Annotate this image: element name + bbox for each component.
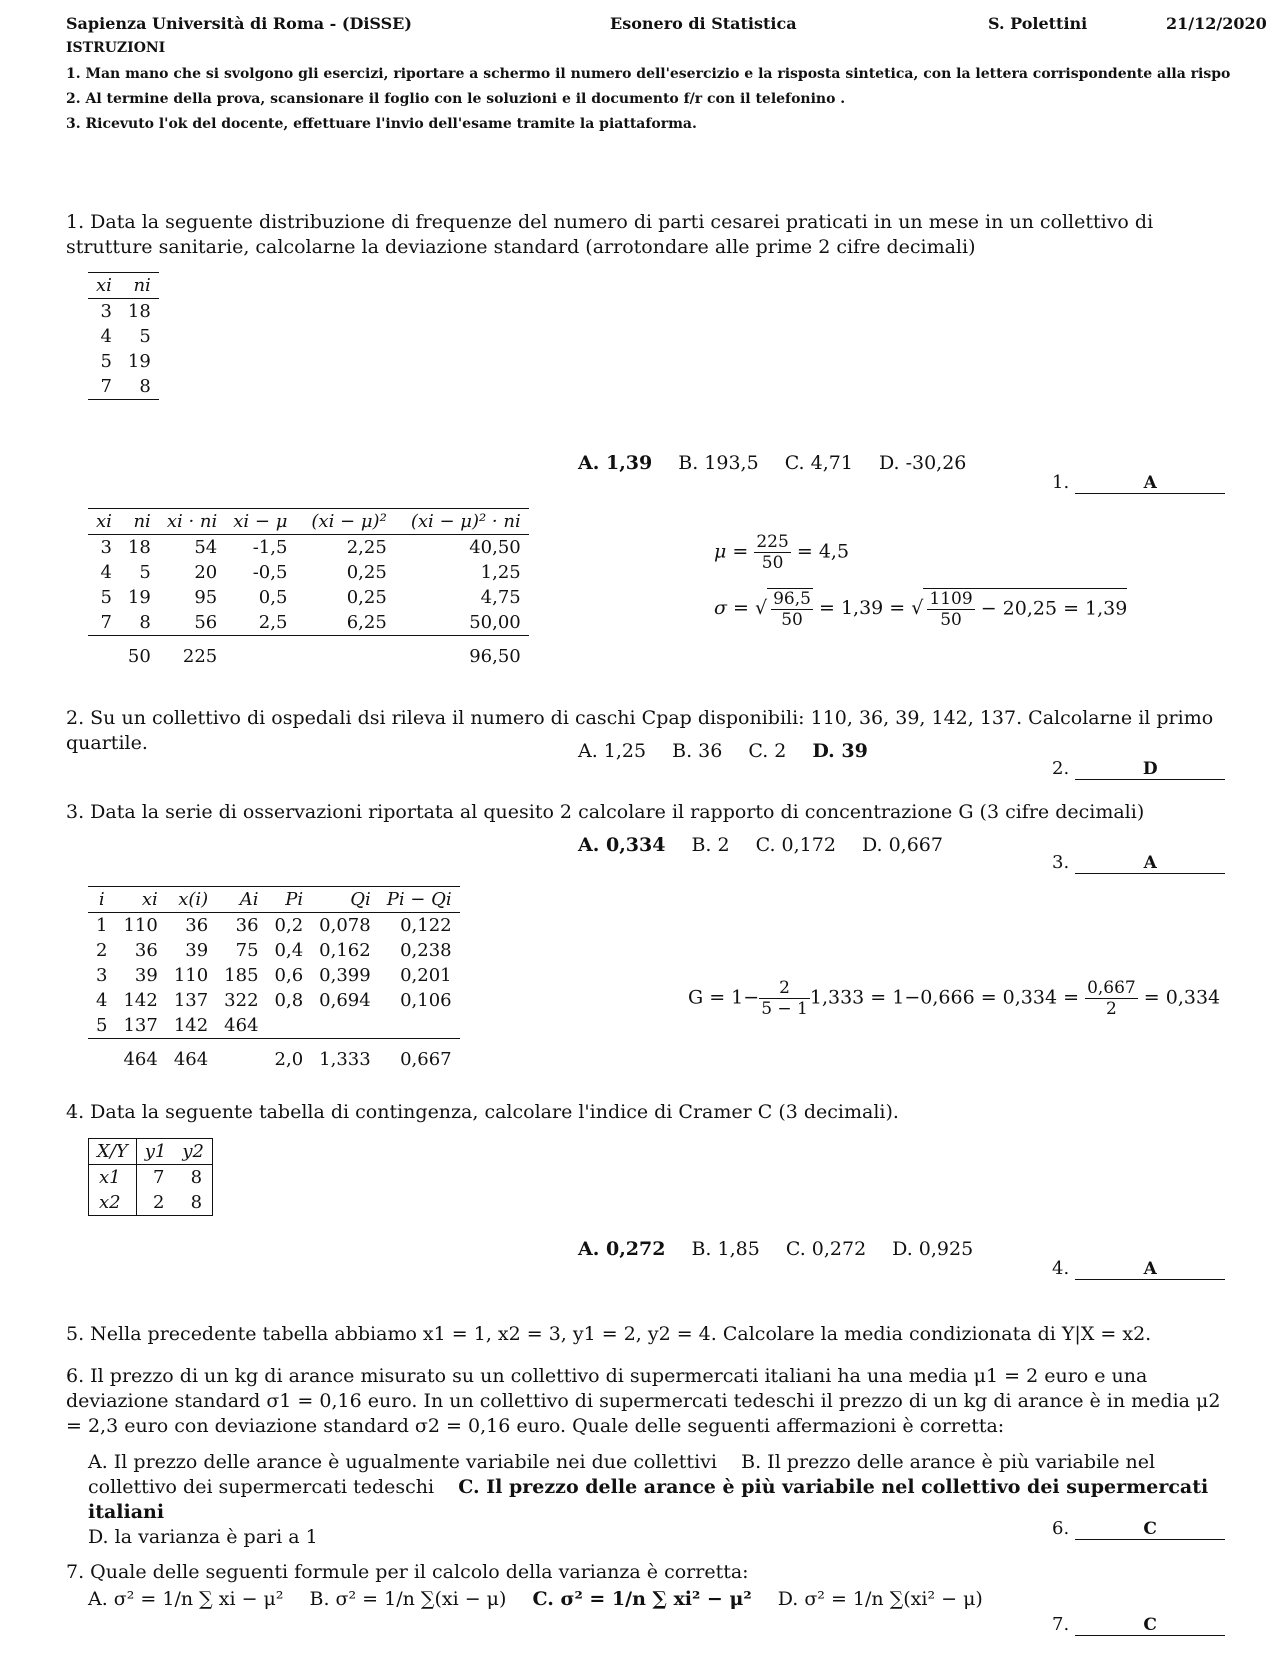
col-header: xi [96, 275, 112, 296]
option-a: A. 1,39 [578, 452, 653, 474]
option-d: D. -30,26 [878, 452, 967, 474]
option-b: B. Il prezzo delle arance è più variabile nel collettivo dei supermercati tedeschi [88, 1451, 1156, 1498]
q4-text: 4. Data la seguente tabella di contingenza, calcolare l'indice di Cramer C (3 decimali). [66, 1101, 899, 1123]
option-c: C. Il prezzo delle arance è più variabile nel collettivo dei supermercati italiani [88, 1476, 1209, 1523]
q4-answer-line: 4. A [1052, 1258, 1225, 1280]
option-b: B. 2 [691, 834, 730, 856]
table-row: 3 39 110 185 0,6 0,399 0,201 [96, 965, 452, 986]
q1-sigma-formula: σ = √ $\frac{96,5}{50}$ = 1,39 = √ $\frac{1109}{50}$ − 20,25 = 1,39 [714, 589, 1128, 630]
table-row: 5 19 [100, 351, 151, 372]
table-row: 3 18 [100, 301, 151, 322]
instructions-title: ISTRUZIONI [66, 40, 166, 56]
instruction-2: 2. Al termine della prova, scansionare il foglio con le soluzioni e il documento f/r con il telefonino . [66, 91, 846, 107]
table-row: 4 5 [100, 326, 151, 347]
table-row: 3 18 54 -1,5 2,25 40,50 [100, 537, 521, 558]
table-row: 7 8 [88, 374, 159, 400]
option-a: A. 0,334 [578, 834, 666, 856]
option-d: D. 39 [812, 740, 868, 762]
q4-answer: A [1075, 1259, 1225, 1280]
option-a: A. σ² = 1/n ∑ xi − μ² [88, 1588, 284, 1610]
q1-text: 1. Data la seguente distribuzione di frequenze del numero di parti cesarei praticati in un mese in un collettivo di strutture sanitarie, calcolarne la deviazione standard (arrotondare alle prime 2 cifre decimali) [66, 211, 1154, 258]
option-c: C. 0,272 [785, 1238, 867, 1260]
option-d: D. 0,925 [892, 1238, 974, 1260]
table-row-totals: 464 464 2,0 1,333 0,667 [123, 1049, 452, 1070]
option-c: C. 4,71 [784, 452, 853, 474]
q2-options [578, 740, 894, 762]
option-b: B. 36 [672, 740, 723, 762]
table-row: 4 142 137 322 0,8 0,694 0,106 [96, 990, 452, 1011]
q1-mu-formula: μ = $\frac{225}{50}$ = 4,5 [714, 532, 850, 573]
q4-options [578, 1238, 999, 1260]
table-row: 7 8 56 2,5 6,25 50,00 [88, 610, 529, 636]
header-date: 21/12/2020 [1166, 14, 1267, 33]
instruction-1: 1. Man mano che si svolgono gli esercizi, riportare a schermo il numero dell'esercizio e la risposta sintetica, con la lettera corrispondente alla rispo [66, 66, 1231, 82]
option-c: C. σ² = 1/n ∑ xi² − μ² [532, 1588, 752, 1610]
option-b: B. 193,5 [678, 452, 759, 474]
option-d: D. la varianza è pari a 1 [88, 1526, 318, 1548]
q2-text: 2. Su un collettivo di ospedali dsi rileva il numero di caschi Cpap disponibili: 110, 36, 39, 142, 137. Calcolarne il primo quartile. [66, 707, 1214, 754]
header-author: S. Polettini [988, 14, 1088, 33]
q1-calc-table: xi ni xi · ni xi − μ (xi − μ)² (xi − μ)² · ni 3 18 54 -1,5 2,25 40,50 4 5 20 -0,5 0,25 1,25 5 19 95 0,5 0,25 4,75 7 8 56 2,5 6,25 50,00 50 225 96,50 [88, 508, 529, 669]
q7-answer-line: 7. C [1052, 1614, 1225, 1636]
option-a: A. 1,25 [578, 740, 647, 762]
table-row: 4 5 20 -0,5 0,25 1,25 [100, 562, 521, 583]
q3-concentration-table: i xi x(i) Ai Pi Qi Pi − Qi 1 110 36 36 0,2 0,078 0,122 2 36 39 75 0,4 0,162 0,238 3 39 110 185 0,6 0,399 0,201 4 142 137 322 0,8 0,694 0,106 5 137 142 464 464 464 2,0 1,333 0,667 [88, 886, 460, 1072]
q7-answer: C [1075, 1615, 1225, 1636]
header-exam: Esonero di Statistica [610, 14, 797, 33]
q2-answer: D [1075, 759, 1225, 780]
option-b: B. 1,85 [691, 1238, 760, 1260]
q3-options [578, 834, 969, 856]
q6-answer-line: 6. C [1052, 1518, 1225, 1540]
table-row: 2 36 39 75 0,4 0,162 0,238 [96, 940, 452, 961]
q1-options [578, 452, 992, 474]
q3-text: 3. Data la serie di osservazioni riportata al quesito 2 calcolare il rapporto di concentrazione G (3 cifre decimali) [66, 801, 1145, 823]
option-d: D. 0,667 [861, 834, 943, 856]
q4-contingency-table: X/Y y1 y2 x1 7 8 x2 2 8 [88, 1138, 213, 1216]
table-row: x1 7 8 [89, 1165, 213, 1191]
option-c: C. 0,172 [755, 834, 836, 856]
option-d: D. σ² = 1/n ∑(xi² − μ) [777, 1588, 983, 1610]
table-row: x2 2 8 [89, 1190, 213, 1216]
q3-g-formula: G = 1− $\frac{2}{5 - 1}$ 1,333 = 1−0,666 = 0,334 = $\frac{0,667}{2}$ = 0,334 [688, 978, 1221, 1019]
instruction-3: 3. Ricevuto l'ok del docente, effettuare l'invio dell'esame tramite la piattaforma. [66, 116, 697, 132]
table-row-totals: 50 225 96,50 [127, 646, 521, 667]
header-university: Sapienza Università di Roma - (DiSSE) [66, 14, 412, 33]
q1-answer: A [1075, 473, 1225, 494]
q2-answer-line: 2. D [1052, 758, 1225, 780]
table-row: 1 110 36 36 0,2 0,078 0,122 [96, 915, 452, 936]
q6-text: 6. Il prezzo di un kg di arance misurato su un collettivo di supermercati italiani ha una media μ1 = 2 euro e una deviazione standard σ1 = 0,16 euro. In un collettivo di supermercati tedeschi il prezzo di un kg di arance è in media μ2 = 2,3 euro con deviazione standard σ2 = 0,16 euro. Quale delle seguenti affermazioni è corretta: [66, 1365, 1221, 1437]
option-a: A. 0,272 [578, 1238, 666, 1260]
col-header: ni [133, 275, 151, 296]
q7-options [88, 1588, 1009, 1610]
q6-answer: C [1075, 1519, 1225, 1540]
option-c: C. 2 [748, 740, 787, 762]
q1-answer-line: 1. A [1052, 472, 1225, 494]
table-row: 5 137 142 464 [88, 1013, 460, 1039]
table-row: 5 19 95 0,5 0,25 4,75 [100, 587, 521, 608]
q3-answer-line: 3. A [1052, 852, 1225, 874]
q7-text: 7. Quale delle seguenti formule per il calcolo della varianza è corretta: [66, 1561, 749, 1583]
option-b: B. σ² = 1/n ∑(xi − μ) [309, 1588, 507, 1610]
q5-text: 5. Nella precedente tabella abbiamo x1 = 1, x2 = 3, y1 = 2, y2 = 4. Calcolare la media condizionata di Y|X = x2. [66, 1323, 1152, 1345]
option-a: A. Il prezzo delle arance è ugualmente variabile nei due collettivi [88, 1451, 717, 1473]
q1-freq-table [88, 272, 159, 400]
q3-answer: A [1075, 853, 1225, 874]
